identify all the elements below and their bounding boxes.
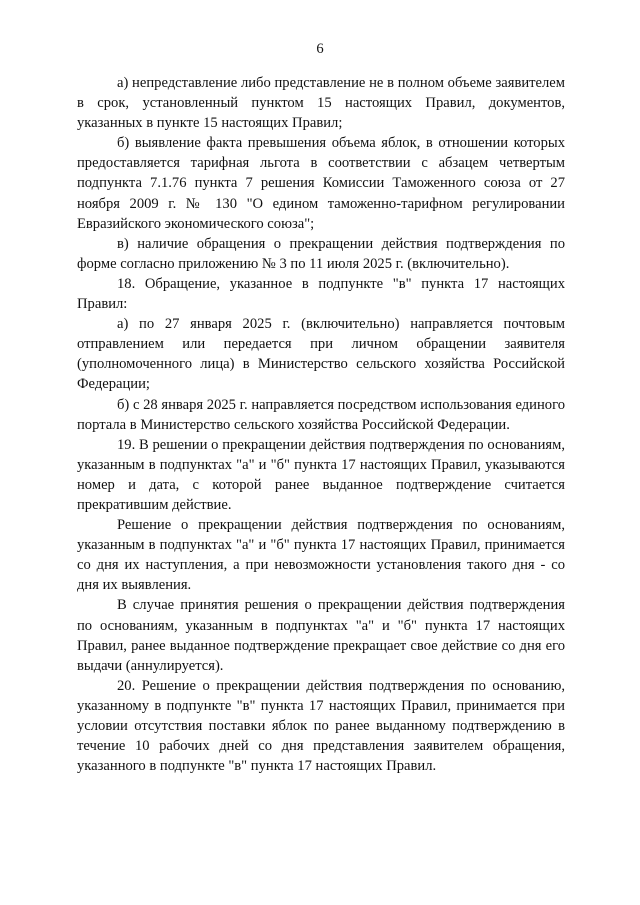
paragraph-20: 20. Решение о прекращении действия подтверждения по основанию, указанному в подпункте "в" пункта 17 настоящих Правил, принимается при условии отсутствия поставки яблок по ранее выданному подтверждению в течение 10 рабочих дней со дня представления заявителем обращения, указанного в подпункте "в" пункта 17 настоящих Правил. (77, 677, 565, 775)
paragraph-17b: б) выявление факта превышения объема яблок, в отношении которых предоставляется тарифная льгота в соответствии с абзацем четвертым подпункта 7.1.76 пункта 7 решения Комиссии Таможенного союза от 27 ноября 2009 г. № 130 "О едином таможенно-тарифном регулировании Евразийского экономического союза"; (77, 135, 565, 232)
paragraph-17a: а) непредставление либо представление не в полном объеме заявителем в срок, установленный пунктом 15 настоящих Правил, документов, указанных в пункте 15 настоящих Правил; (77, 75, 565, 132)
paragraph-19-decision: Решение о прекращении действия подтверждения по основаниям, указанным в подпунктах "а" и "б" пункта 17 настоящих Правил, принимается со дня их наступления, а при невозможности установления такого дня - со дня их выявления. (77, 517, 565, 594)
paragraph-19-annulment: В случае принятия решения о прекращении действия подтверждения по основаниям, указанным в подпунктах "а" и "б" пункта 17 настоящих Правил, ранее выданное подтверждение прекращает свое действие со дня его выдачи (аннулируется). (77, 597, 565, 674)
paragraph-19: 19. В решении о прекращении действия подтверждения по основаниям, указанным в подпунктах "а" и "б" пункта 17 настоящих Правил, указываются номер и дата, с которой ранее выданное подтверждение считается прекратившим действие. (77, 436, 565, 513)
page-number: 6 (316, 41, 324, 57)
paragraph-18a: а) по 27 января 2025 г. (включительно) направляется почтовым отправлением или передается при личном обращении заявителя (уполномоченного лица) в Министерство сельского хозяйства Российской Федерации; (77, 316, 565, 393)
paragraph-18: 18. Обращение, указанное в подпункте "в" пункта 17 настоящих Правил: (77, 275, 565, 313)
paragraph-18b: б) с 28 января 2025 г. направляется посредством использования единого портала в Министерство сельского хозяйства Российской Федерации. (77, 396, 565, 433)
document-body (77, 73, 565, 776)
paragraph-17v: в) наличие обращения о прекращении действия подтверждения по форме согласно приложению № 3 по 11 июля 2025 г. (включительно). (77, 235, 565, 272)
